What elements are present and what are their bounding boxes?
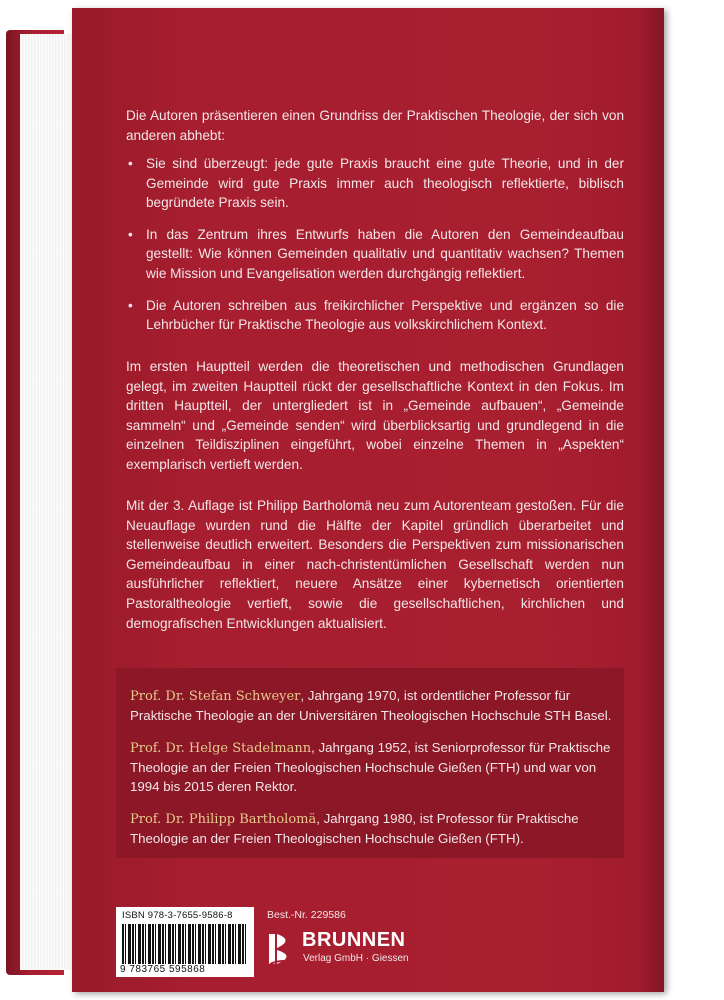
list-item — [126, 154, 624, 213]
author-bio-text: , Jahrgang 1980, ist Professor für Praktische Theologie an der Freien Theologischen Hochschule Gießen (FTH). — [130, 811, 579, 846]
author-bios-box — [116, 668, 624, 858]
author-name: Prof. Dr. Stefan Schweyer — [130, 689, 301, 704]
book-page-edges — [20, 34, 72, 970]
bullet-marker: • — [128, 156, 133, 171]
barcode-digits: 9 783765 595868 — [120, 964, 206, 975]
feature-list — [126, 154, 624, 347]
author-bio-text: , Jahrgang 1952, ist Seniorprofessor für Praktische Theologie an der Freien Theologischen Hochschule Gießen (FTH) und war von 1994 bis 2015 deren Rektor. — [130, 740, 611, 794]
isbn-number: ISBN 978-3-7655-9586-8 — [122, 910, 233, 921]
author-name: Prof. Dr. Philipp Bartholomä — [130, 812, 317, 827]
edition-paragraph: Mit der 3. Auflage ist Philipp Bartholomä neu zum Autorenteam gestoßen. Für die Neuauflage wurden rund die Hälfte der Kapitel gründlich überarbeitet und stellenweise deutlich erweitert. Besonders die Perspektiven zum missionarischen Gemeindeaufbau in einer nach-christentümlichen Gesellschaft werden nun ausführlicher reflektiert, neuere Ansätze einer kybernetisch orientierten Pastoraltheologie vertieft, sowie die gesellschaftlichen, kirchlichen und demografischen Entwicklungen aktualisiert. — [126, 498, 624, 631]
watermark-text: leseplatz.de — [684, 808, 714, 978]
list-item-text: In das Zentrum ihres Entwurfs haben die Autoren den Gemeindeaufbau gestellt: Wie können Gemeinden qualitativ und quantitativ wachsen? Themen wie Mission und Evangelisation werden durchgängig reflektiert. — [146, 226, 624, 281]
isbn-barcode — [116, 907, 254, 977]
bullet-marker: • — [128, 226, 133, 242]
list-item — [126, 296, 624, 335]
author-bio — [130, 686, 612, 725]
author-name: Prof. Dr. Helge Stadelmann — [130, 741, 312, 756]
intro-text: Die Autoren präsentieren einen Grundriss der Praktischen Theologie, der sich von anderen abhebt: — [126, 108, 624, 143]
author-bio-text: , Jahrgang 1970, ist ordentlicher Professor für Praktische Theologie an der Universitären Theologischen Hochschule STH Basel. — [130, 688, 612, 723]
author-bio — [130, 738, 612, 796]
barcode-bars — [122, 924, 248, 964]
list-item-text: Sie sind überzeugt: jede gute Praxis braucht eine gute Theorie, und in der Gemeinde wird gute Praxis immer auch theologisch reflektierte, biblisch begründete Praxis sein. — [146, 156, 624, 211]
list-item — [126, 225, 624, 284]
list-item-text: Die Autoren schreiben aus freikirchlicher Perspektive und ergänzen so die Lehrbücher für Praktische Theologie aus volkskirchlichem Kontext. — [146, 297, 624, 333]
publisher-name: BRUNNEN — [302, 929, 406, 951]
structure-paragraph: Im ersten Hauptteil werden die theoretischen und methodischen Grundlagen gelegt, im zweiten Hauptteil rückt der gesellschaftliche Kontext in den Fokus. Im dritten Hauptteil, der untergliedert ist in „Gemeinde aufbauen“, „Gemeinde sammeln“ und „Gemeinde senden“ wird überblicksartig und grundlegend in die einzelnen Teildisziplinen eingeführt, wobei einzelne Themen in „Aspekten“ exemplarisch vertieft werden. — [126, 359, 624, 472]
book-back-cover — [72, 8, 714, 992]
brunnen-logo-icon — [268, 930, 298, 966]
bullet-marker: • — [128, 297, 133, 313]
publisher-subtitle: Verlag GmbH · Giessen — [303, 953, 409, 964]
author-bio — [130, 809, 612, 848]
cover-edge-shadow — [638, 8, 664, 992]
order-number: Best.-Nr. 229586 — [267, 909, 346, 921]
